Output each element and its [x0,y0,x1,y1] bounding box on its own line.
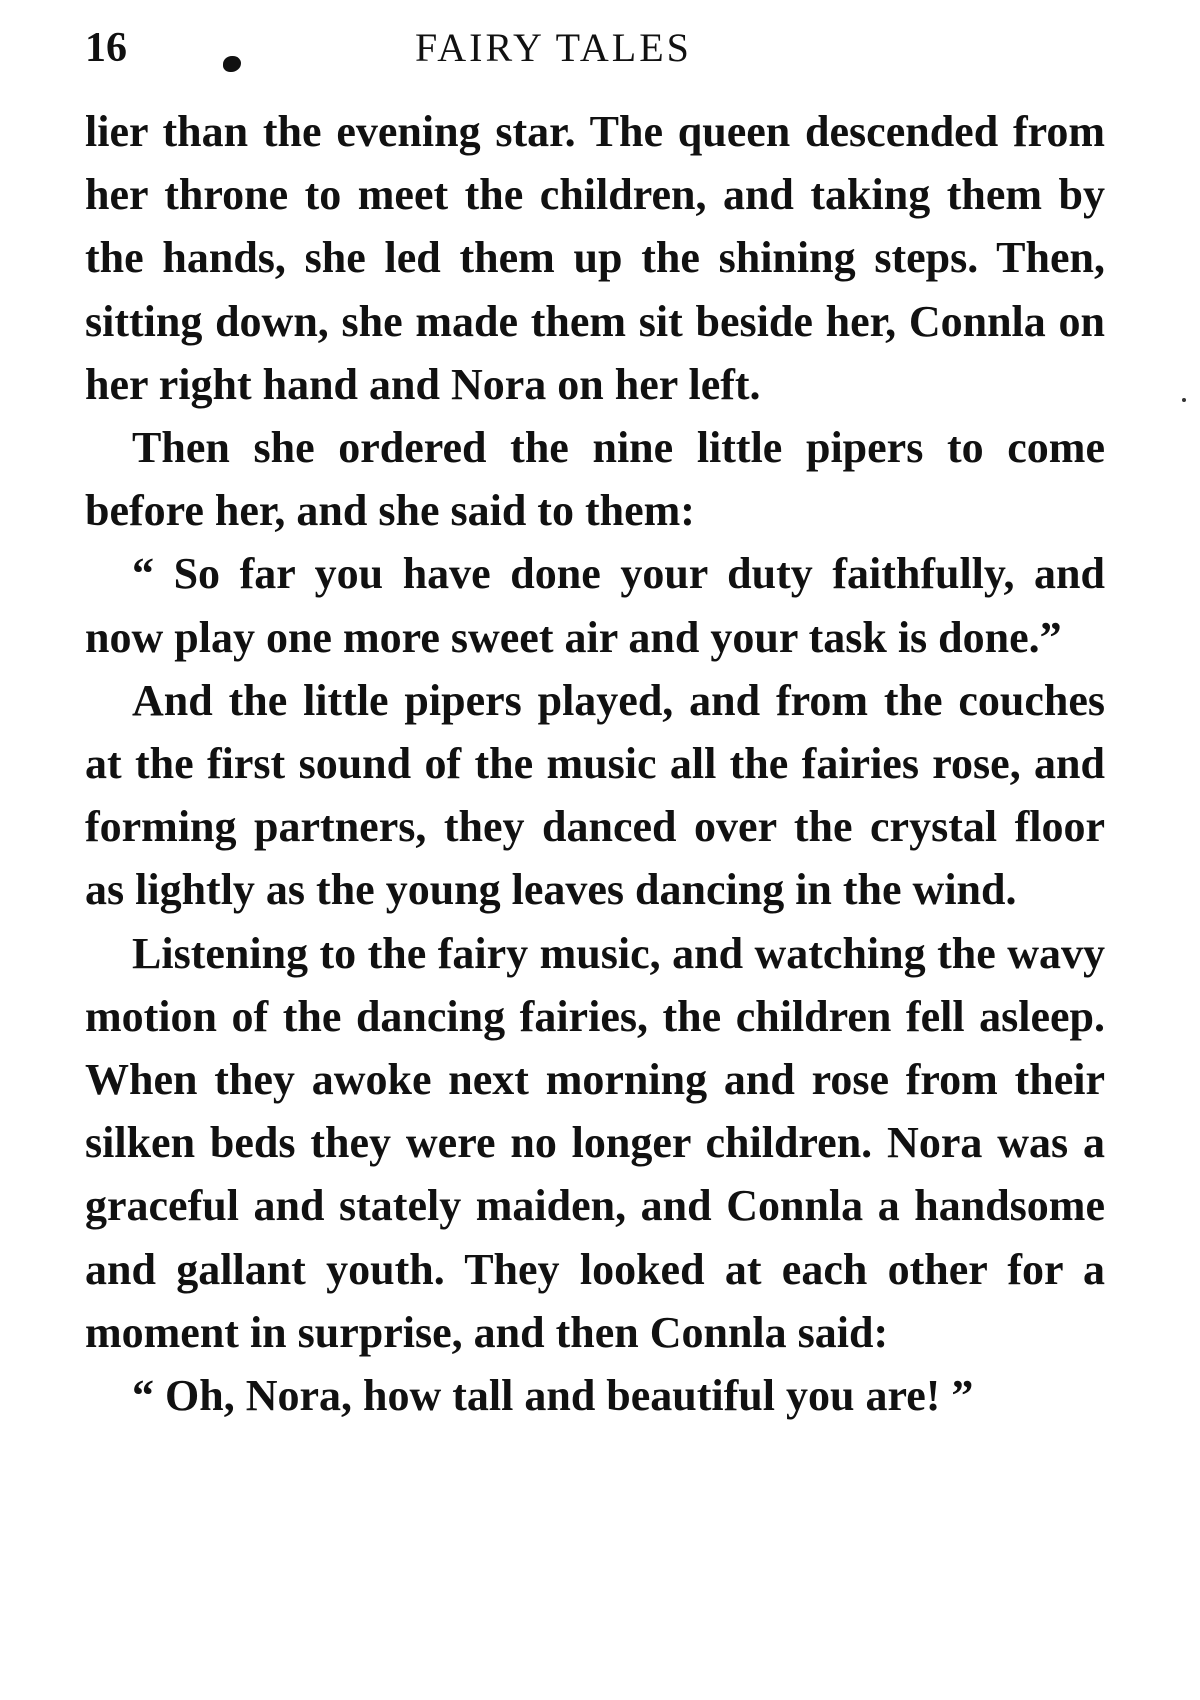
paragraph: Listening to the fairy music, and watching the wavy motion of the dancing fairies, the children fell asleep. When they awoke next morning and rose from their silken beds they were no longer children. Nora was a graceful and stately maiden, and Connla a handsome and gallant youth. They looked at each other for a moment in surprise, and then Connla said: [85,928,1105,1357]
ink-blot-mark [223,56,241,72]
print-speck [1182,398,1186,402]
paragraph-quote: “ Oh, Nora, how tall and beautiful you are! ” [132,1371,974,1421]
page-header [85,18,1105,78]
paragraph: And the little pipers played, and from the couches at the first sound of the music all the fairies rose, and forming partners, they danced over the crystal floor as lightly as the young leaves dancing in the wind. [85,675,1105,915]
paragraph: Then she ordered the nine little pipers to come before her, and she said to them: [85,423,1105,536]
page-body [85,100,1105,1427]
paragraph-quote: “ So far you have done your duty faithfully, and now play one more sweet air and your task is done.” [85,549,1105,662]
page-number: 16 [85,25,127,71]
running-title: FAIRY TALES [415,25,692,70]
paragraph-continuation: lier than the evening star. The queen descended from her throne to meet the children, and taking them by the hands, she led them up the shining steps. Then, sitting down, she made them sit beside her, Connla on her right hand and Nora on her left. [85,107,1105,409]
